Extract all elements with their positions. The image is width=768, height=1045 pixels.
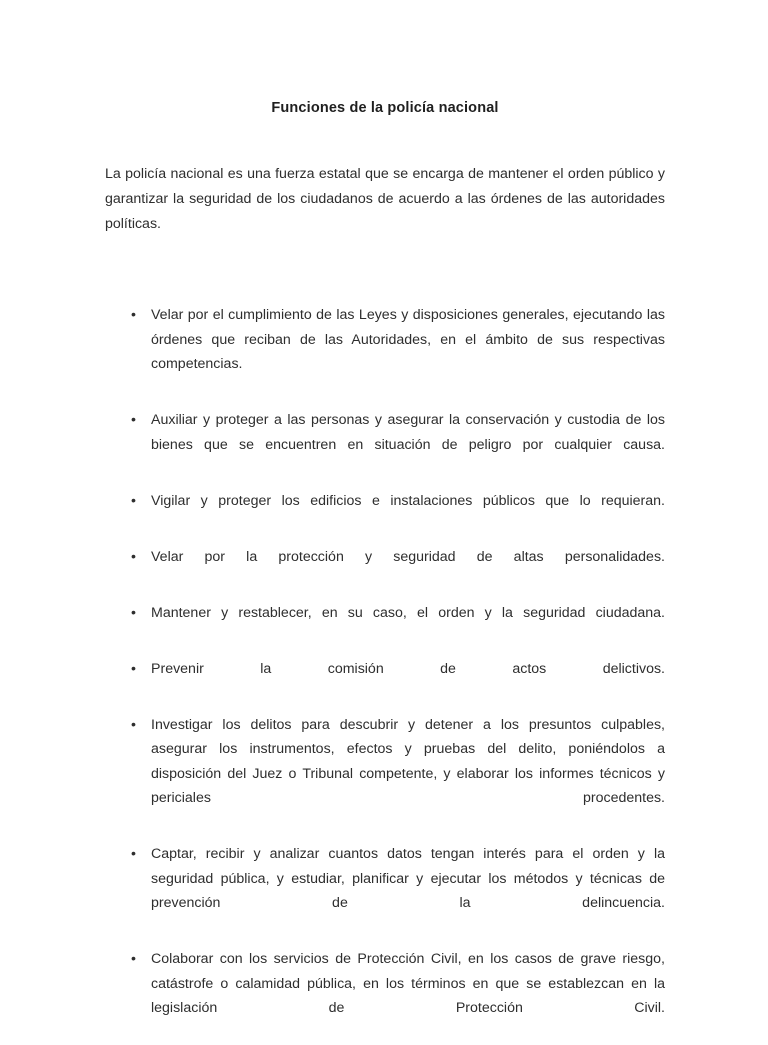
list-item-text: Velar por la protección y seguridad de altas personalidades. <box>151 548 665 565</box>
list-item <box>105 303 665 401</box>
list-item <box>105 489 665 538</box>
page-title: Funciones de la policía nacional <box>271 99 499 116</box>
intro-paragraph: La policía nacional es una fuerza estatal que se encarga de mantener el orden público y garantizar la seguridad de los ciudadanos de acuerdo a las órdenes de las autoridades políticas. <box>105 166 665 233</box>
bullet-icon: • <box>131 660 136 677</box>
bullet-icon: • <box>131 548 136 565</box>
bullet-icon: • <box>131 604 136 621</box>
list-item-text: Mantener y restablecer, en su caso, el orden y la seguridad ciudadana. <box>151 604 665 621</box>
list-item-text: Captar, recibir y analizar cuantos datos tengan interés para el orden y la seguridad pública, y estudiar, planificar y ejecutar los métodos y técnicas de prevención de la delincuencia. <box>151 846 665 911</box>
list-item-text: Investigar los delitos para descubrir y detener a los presuntos culpables, asegurar los instrumentos, efectos y pruebas del delito, poniéndolos a disposición del Juez o Tribunal competente, y elaborar los informes técnicos y periciales procedentes. <box>151 716 665 806</box>
list-item <box>105 713 665 836</box>
list-item <box>105 947 665 1045</box>
bullet-icon: • <box>131 492 136 509</box>
list-item-text: Colaborar con los servicios de Protección Civil, en los casos de grave riesgo, catástrofe o calamidad pública, en los términos en que se establezcan en la legislación de Protección Civil. <box>151 951 665 1016</box>
functions-list <box>105 303 665 1045</box>
list-item <box>105 545 665 594</box>
list-item-text: Prevenir la comisión de actos delictivos. <box>151 660 665 677</box>
list-item <box>105 601 665 650</box>
bullet-icon: • <box>131 307 136 323</box>
list-item <box>105 408 665 482</box>
bullet-icon: • <box>131 951 136 967</box>
bullet-icon: • <box>131 846 136 862</box>
bullet-icon: • <box>131 412 136 428</box>
bullet-icon: • <box>131 716 136 733</box>
list-item-text: Vigilar y proteger los edificios e instalaciones públicos que lo requieran. <box>151 492 665 509</box>
list-item-text: Velar por el cumplimiento de las Leyes y disposiciones generales, ejecutando las órdenes que reciban de las Autoridades, en el ámbito de sus respectivas competencias. <box>151 307 665 372</box>
list-item <box>105 657 665 706</box>
list-item <box>105 842 665 940</box>
list-item-text: Auxiliar y proteger a las personas y asegurar la conservación y custodia de los bienes que se encuentren en situación de peligro por cualquier causa. <box>151 412 665 453</box>
